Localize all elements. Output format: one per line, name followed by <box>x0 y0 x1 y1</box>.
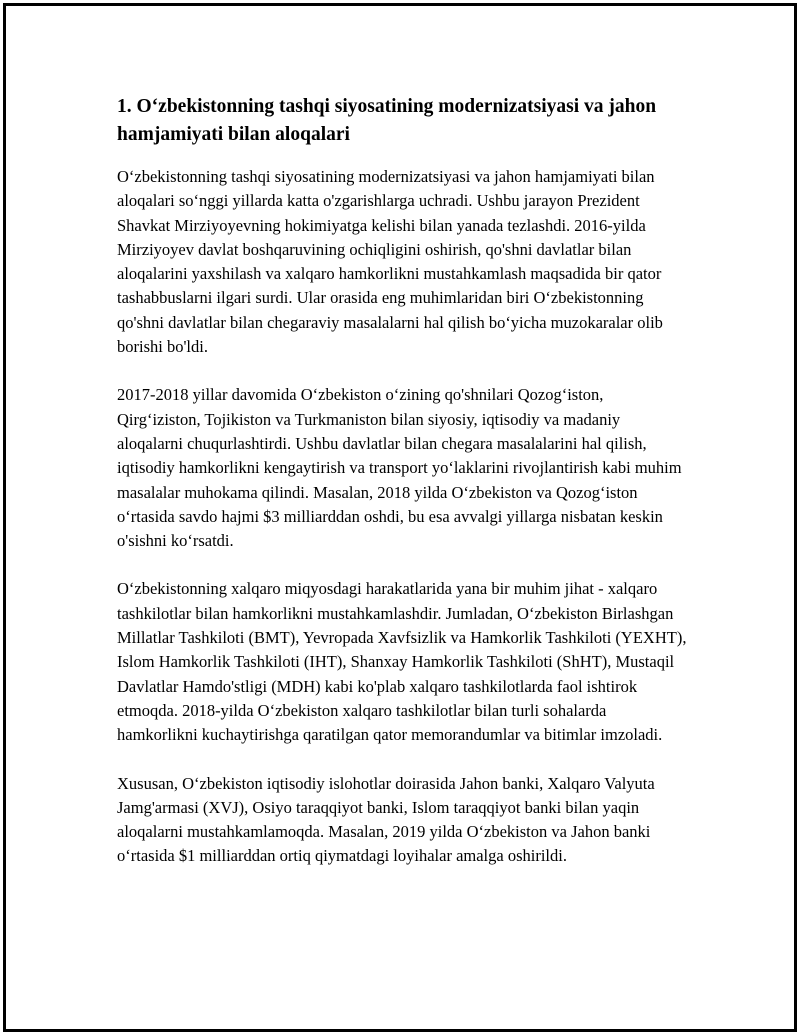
paragraph-4: Xususan, O‘zbekiston iqtisodiy islohotlar doirasida Jahon banki, Xalqaro Valyuta Jamg'armasi (XVJ), Osiyo taraqqiyot banki, Islom taraqqiyot banki bilan yaqin aloqalarni mustahkamlamoqda. Masalan, 2019 yilda O‘zbekiston va Jahon banki o‘rtasida $1 milliarddan ortiq qiymatdagi loyihalar amalga oshirildi. <box>117 773 655 866</box>
paragraph-3: O‘zbekistonning xalqaro miqyosdagi harakatlarida yana bir muhim jihat - xalqaro tashkilotlar bilan hamkorlikni mustahkamlashdir. Jumladan, O‘zbekiston Birlashgan Millatlar Tashkiloti (BMT), Yevropada Xavfsizlik va Hamkorlik Tashkiloti (YEXHT), Islom Hamkorlik Tashkiloti (IHT), Shanxay Hamkorlik Tashkiloti (ShHT), Mustaqil Davlatlar Hamdo'stligi (MDH) kabi ko'plab xalqaro tashkilotlarda faol ishtirok etmoqda. 2018-yilda O‘zbekiston xalqaro tashkilotlar bilan turli sohalarda hamkorlikni kuchaytirishga qaratilgan qator memorandumlar va bitimlar imzoladi. <box>117 579 687 745</box>
paragraph-1: O‘zbekistonning tashqi siyosatining modernizatsiyasi va jahon hamjamiyati bilan aloqalari so‘nggi yillarda katta o'zgarishlarga uchradi. Ushbu jarayon Prezident Shavkat Mirziyoyevning hokimiyatga kelishi bilan yanada tezlashdi. 2016-yilda Mirziyoyev davlat boshqaruvining ochiqligini oshirish, qo'shni davlatlar bilan aloqalarini yaxshilash va xalqaro hamkorlikni mustahkamlash maqsadida bir qator tashabbuslarni ilgari surdi. Ular orasida eng muhimlaridan biri O‘zbekistonning qo'shni davlatlar bilan chegaraviy masalalarni hal qilish bo‘yicha muzokaralar olib borishi bo'ldi. <box>117 167 663 357</box>
section-heading: 1. O‘zbekistonning tashqi siyosatining modernizatsiyasi va jahon hamjamiyati bilan aloqalari <box>117 96 657 145</box>
paragraph-2: 2017-2018 yillar davomida O‘zbekiston o‘zining qo'shnilari Qozog‘iston, Qirg‘iziston, Tojikiston va Turkmaniston bilan siyosiy, iqtisodiy va madaniy aloqalarni chuqurlashtirdi. Ushbu davlatlar bilan chegara masalalarini hal qilish, iqtisodiy hamkorlikni kengaytirish va transport yo‘laklarini rivojlantirish kabi muhim masalalar muhokama qilindi. Masalan, 2018 yilda O‘zbekiston va Qozog‘iston o‘rtasida savdo hajmi $3 milliarddan oshdi, bu esa avvalgi yillarga nisbatan keskin o'sishni ko‘rsatdi. <box>117 385 682 551</box>
document-body <box>117 93 689 893</box>
